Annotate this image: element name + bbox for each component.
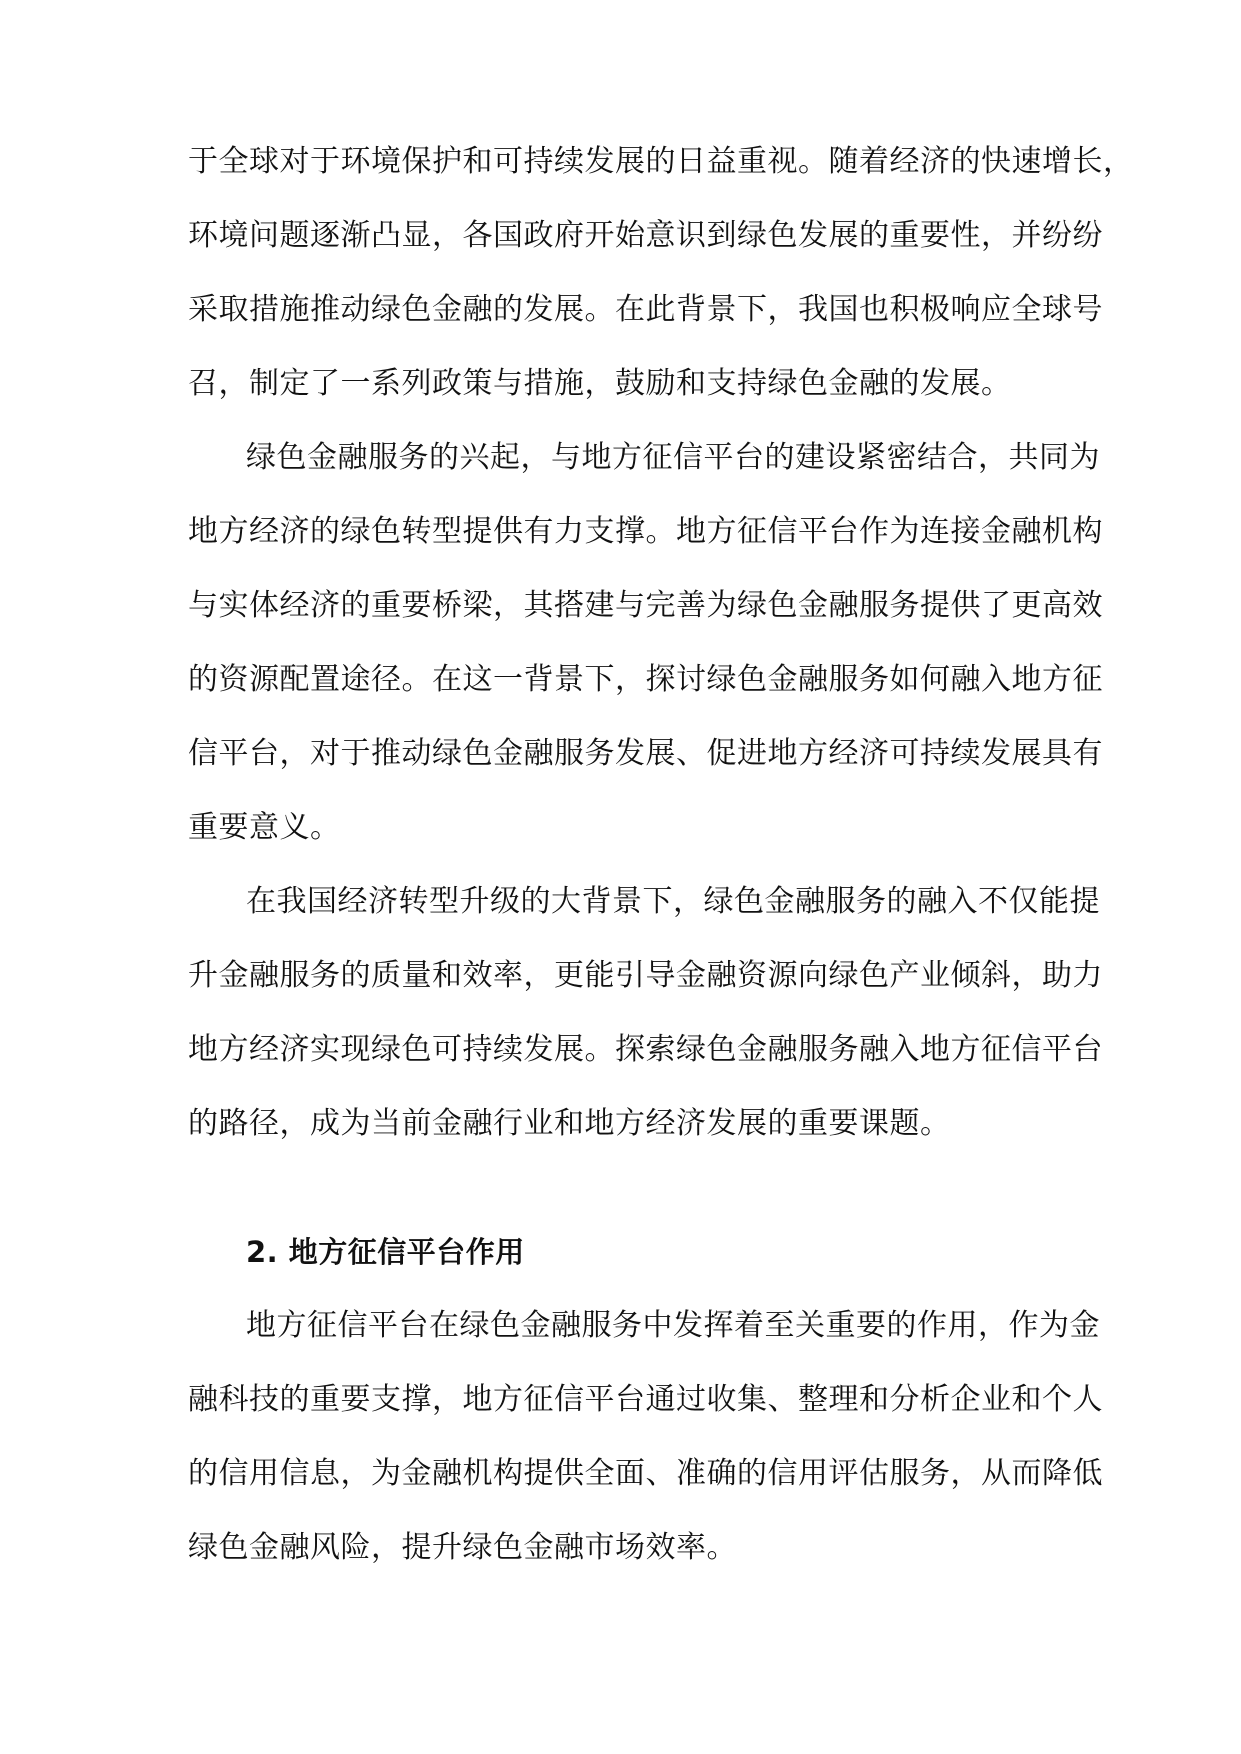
section-paragraph-line-1: 地方征信平台在绿色金融服务中发挥着至关重要的作用，作为金 [246,1308,1100,1343]
paragraph-2-line-5: 信平台，对于推动绿色金融服务发展、促进地方经济可持续发展具有 [188,736,1103,771]
paragraph-1-line-2: 环境问题逐渐凸显，各国政府开始意识到绿色发展的重要性，并纷纷 [188,218,1103,253]
paragraph-2-line-3: 与实体经济的重要桥梁，其搭建与完善为绿色金融服务提供了更高效 [188,588,1103,623]
paragraph-3-line-2: 升金融服务的质量和效率，更能引导金融资源向绿色产业倾斜，助力 [188,958,1103,993]
paragraph-2-line-1: 绿色金融服务的兴起，与地方征信平台的建设紧密结合，共同为 [246,440,1100,475]
section-paragraph-line-3: 的信用信息，为金融机构提供全面、准确的信用评估服务，从而降低 [188,1456,1103,1491]
section-paragraph-line-2: 融科技的重要支撑，地方征信平台通过收集、整理和分析企业和个人 [188,1382,1103,1417]
paragraph-2-line-2: 地方经济的绿色转型提供有力支撑。地方征信平台作为连接金融机构 [188,514,1103,549]
paragraph-1-line-1: 于全球对于环境保护和可持续发展的日益重视。随着经济的快速增长， [188,144,1134,179]
paragraph-3-line-4: 的路径，成为当前金融行业和地方经济发展的重要课题。 [188,1106,951,1141]
paragraph-1-line-3: 采取措施推动绿色金融的发展。在此背景下，我国也积极响应全球号 [188,292,1103,327]
paragraph-3-line-1: 在我国经济转型升级的大背景下，绿色金融服务的融入不仅能提 [246,884,1100,919]
paragraph-1-line-4: 召，制定了一系列政策与措施，鼓励和支持绿色金融的发展。 [188,366,1012,401]
paragraph-2-line-4: 的资源配置途径。在这一背景下，探讨绿色金融服务如何融入地方征 [188,662,1103,697]
section-heading: 2. 地方征信平台作用 [246,1235,525,1269]
paragraph-3-line-3: 地方经济实现绿色可持续发展。探索绿色金融服务融入地方征信平台 [188,1032,1103,1067]
paragraph-2-line-6: 重要意义。 [188,810,341,845]
section-paragraph-line-4: 绿色金融风险，提升绿色金融市场效率。 [188,1530,737,1565]
